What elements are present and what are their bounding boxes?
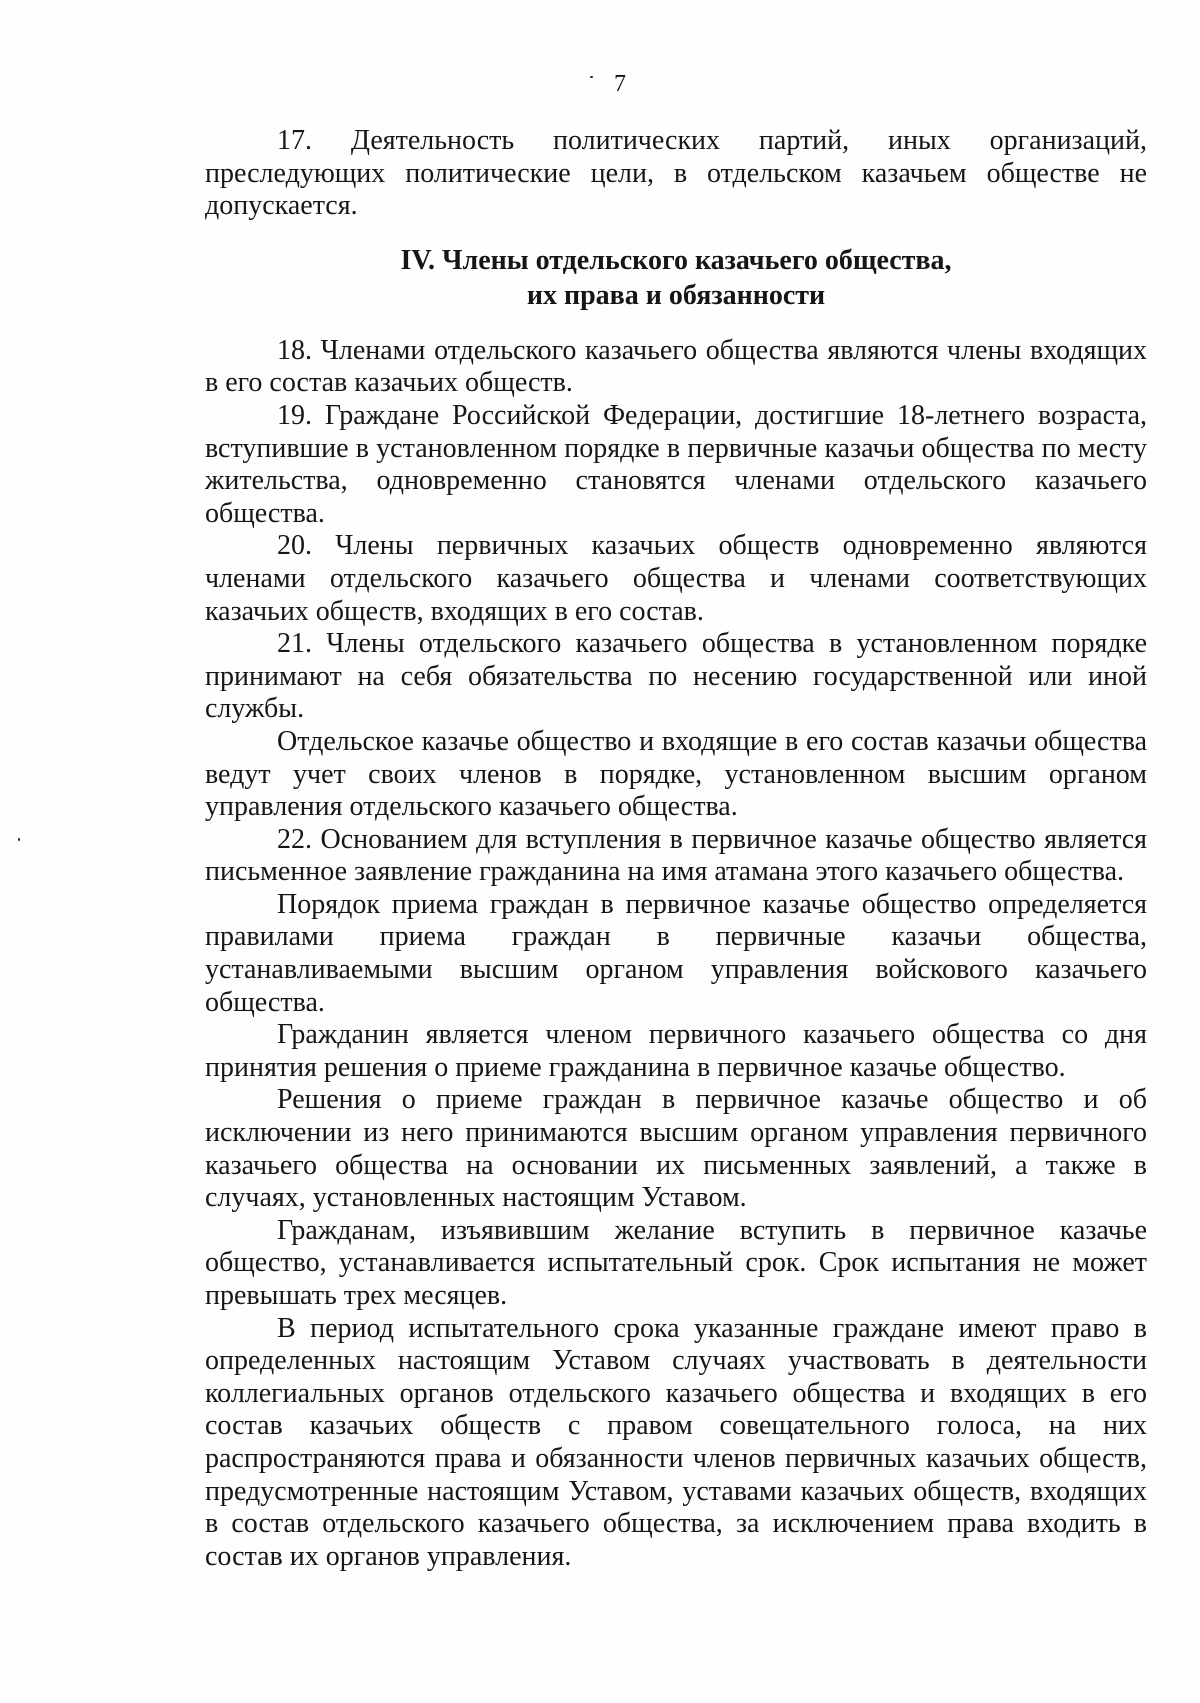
scan-speck bbox=[18, 838, 20, 841]
paragraph-18: 18. Членами отдельского казачьего общества являются члены входящих в его состав казачьих обществ. bbox=[205, 334, 1147, 399]
section-heading-line-1: IV. Члены отдельского казачьего общества, bbox=[400, 244, 952, 276]
paragraph-20: 20. Члены первичных казачьих обществ одновременно являются членами отдельского казачьего общества и членами соответствующих казачьих обществ, входящих в его состав. bbox=[205, 530, 1147, 627]
page-number: 7 bbox=[614, 71, 626, 97]
section-heading-line-2: их права и обязанности bbox=[526, 279, 826, 311]
paragraph-22-part-5: Гражданам, изъявившим желание вступить в первичное казачье общество, устанавливается испытательный срок. Срок испытания не может превышать трех месяцев. bbox=[205, 1214, 1147, 1311]
paragraph-17: 17. Деятельность политических партий, иных организаций, преследующих политические цели, в отдельском казачьем обществе не допускается. bbox=[205, 125, 1147, 222]
paragraph-19: 19. Граждане Российской Федерации, достигшие 18-летнего возраста, вступившие в установленном порядке в первичные казачьи общества по месту жительства, одновременно становятся членами отдельского казачьего общества. bbox=[205, 399, 1147, 529]
paragraph-22-part-3: Гражданин является членом первичного казачьего общества со дня принятия решения о приеме гражданина в первичное казачье общество. bbox=[205, 1019, 1147, 1083]
paragraph-22-part-2: Порядок приема граждан в первичное казачье общество определяется правилами приема граждан в первичные казачьи общества, устанавливаемыми высшим органом управления войскового казачьего общества. bbox=[205, 888, 1147, 1018]
document-body bbox=[205, 125, 1147, 1573]
paragraph-22: 22. Основанием для вступления в первичное казачье общество является письменное заявление гражданина на имя атамана этого казачьего общества. bbox=[205, 823, 1147, 888]
paragraph-21: 21. Члены отдельского казачьего общества в установленном порядке принимают на себя обязательства по несению государственной или иной службы. bbox=[205, 628, 1147, 725]
paragraph-22-part-4: Решения о приеме граждан в первичное казачье общество и об исключении из него принимаются высшим органом управления первичного казачьего общества на основании их письменных заявлений, а также в случаях, установленных настоящим Уставом. bbox=[205, 1084, 1147, 1214]
section-heading bbox=[205, 243, 1147, 313]
paragraph-21-part-2: Отдельское казачье общество и входящие в его состав казачьи общества ведут учет своих членов в порядке, установленном высшим органом управления отдельского казачьего общества. bbox=[205, 725, 1147, 823]
paragraph-22-part-6: В период испытательного срока указанные граждане имеют право в определенных настоящим Уставом случаях участвовать в деятельности коллегиальных органов отдельского казачьего общества и входящих в его состав казачьих обществ с правом совещательного голоса, на них распространяются права и обязанности членов первичных казачьих обществ, предусмотренные настоящим Уставом, уставами казачьих обществ, входящих в состав отдельского казачьего общества, за исключением права входить в состав их органов управления. bbox=[205, 1312, 1147, 1572]
